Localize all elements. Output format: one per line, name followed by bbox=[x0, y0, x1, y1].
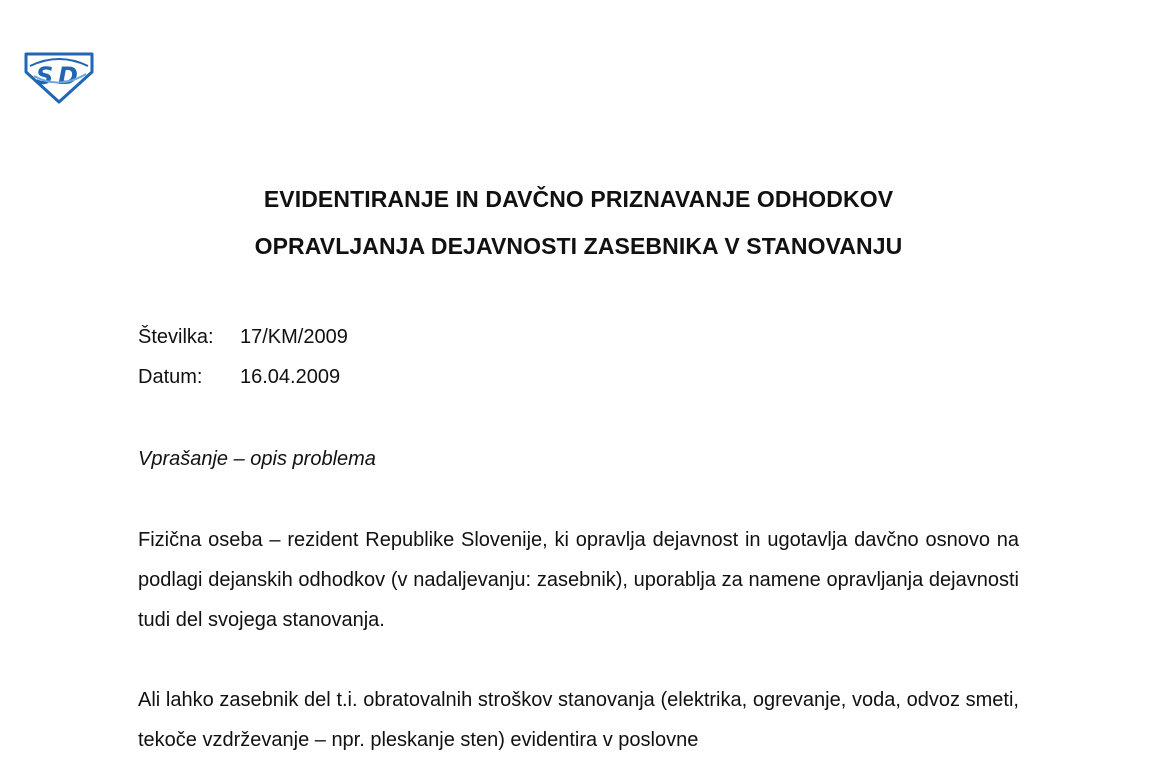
question-heading: Vprašanje – opis problema bbox=[138, 448, 376, 470]
svg-text:D: D bbox=[58, 62, 78, 90]
number-value: 17/KM/2009 bbox=[240, 326, 348, 348]
document-title-line-1: EVIDENTIRANJE IN DAVČNO PRIZNAVANJE ODHODKOV bbox=[263, 186, 894, 212]
paragraph-1: Fizična oseba – rezident Republike Slovenije, ki opravlja dejavnost in ugotavlja davčno osnovo na podlagi dejanskih odhodkov (v nadaljevanju: zasebnik), uporablja za namene opravljanja dejavnosti tudi del svojega stanovanja. bbox=[138, 529, 1019, 631]
document-title-line-2: OPRAVLJANJA DEJAVNOSTI ZASEBNIKA V STANOVANJU bbox=[254, 233, 903, 259]
number-label: Številka: bbox=[138, 326, 214, 348]
paragraph-2: Ali lahko zasebnik del t.i. obratovalnih stroškov stanovanja (elektrika, ogrevanje, voda, odvoz smeti, tekoče vzdrževanje – npr. pleskanje sten) evidentira v poslovne bbox=[138, 689, 1019, 751]
svg-text:S: S bbox=[36, 62, 54, 90]
sd-logo-icon bbox=[22, 48, 96, 104]
document-date bbox=[138, 366, 340, 389]
date-value: 16.04.2009 bbox=[240, 366, 341, 388]
document-number bbox=[138, 326, 348, 349]
date-label: Datum: bbox=[138, 366, 203, 388]
